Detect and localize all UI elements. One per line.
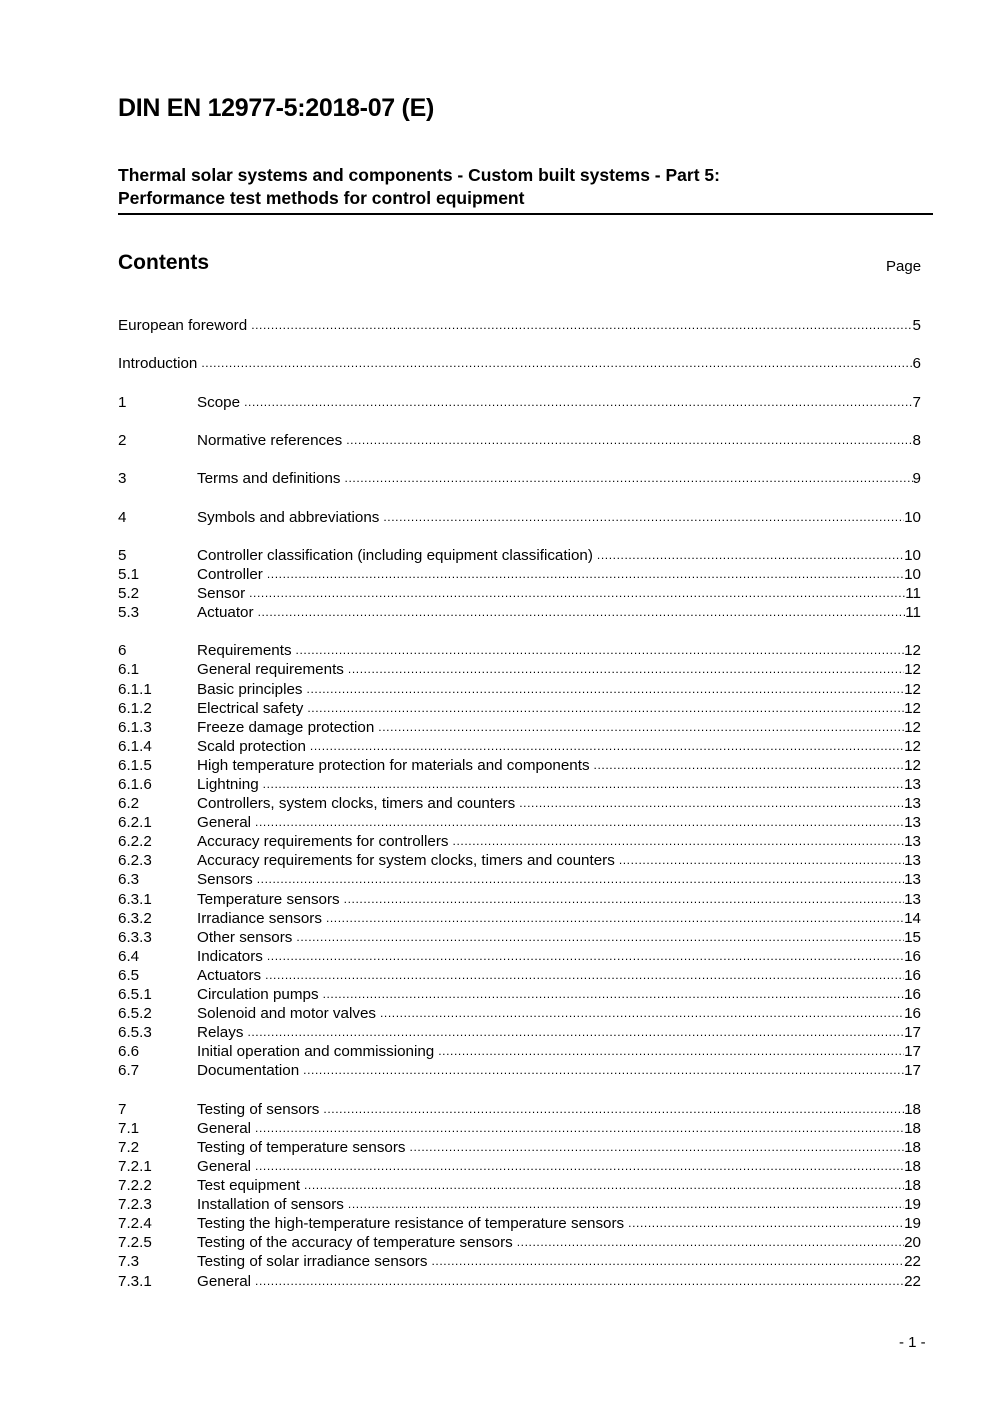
toc-entry-page: 16 xyxy=(904,966,921,984)
toc-entry-number: 6.5.1 xyxy=(118,986,152,1004)
dot-leader xyxy=(307,680,905,699)
toc-entry-title: Scope xyxy=(197,393,241,411)
dot-leader xyxy=(255,1272,904,1291)
toc-entry-page: 11 xyxy=(905,604,921,622)
toc-entry[interactable] xyxy=(118,928,921,947)
toc-entry-page: 14 xyxy=(904,909,921,927)
dot-leader xyxy=(410,1138,905,1157)
toc-entry-page: 17 xyxy=(904,1062,921,1080)
toc-entry-number: 3 xyxy=(118,470,127,488)
toc-entry-number: 6.3 xyxy=(118,871,140,889)
toc-entry[interactable] xyxy=(118,469,921,488)
toc-entry-page: 16 xyxy=(904,1005,921,1023)
toc-entry[interactable] xyxy=(118,1176,921,1195)
toc-entry-title: Accuracy requirements for system clocks, timers and counters xyxy=(197,852,615,870)
document-title: DIN EN 12977-5:2018-07 (E) xyxy=(118,94,434,122)
dot-leader xyxy=(296,641,905,660)
toc-entry-number: 6.1.3 xyxy=(118,718,152,736)
toc-entry-title: Sensor xyxy=(197,584,246,602)
toc-entry-title: Electrical safety xyxy=(197,699,304,717)
table-of-contents xyxy=(118,316,921,1291)
toc-entry-page: 7 xyxy=(912,393,921,411)
dot-leader xyxy=(251,316,912,335)
toc-entry-title: General xyxy=(197,1119,252,1137)
toc-entry-page: 18 xyxy=(904,1177,921,1195)
toc-entry-title: Testing of temperature sensors xyxy=(197,1138,406,1156)
toc-entry-title: Requirements xyxy=(197,642,292,660)
toc-entry-title: Actuators xyxy=(197,966,262,984)
toc-entry-number: 6.1.1 xyxy=(118,680,152,698)
toc-entry-number: 6.2.2 xyxy=(118,833,152,851)
toc-entry-title: Basic principles xyxy=(197,680,303,698)
toc-entry[interactable] xyxy=(118,699,921,718)
toc-entry[interactable] xyxy=(118,316,921,335)
toc-entry-title: Testing of the accuracy of temperature sensors xyxy=(197,1234,513,1252)
toc-entry[interactable] xyxy=(118,393,921,412)
toc-entry[interactable] xyxy=(118,794,921,813)
toc-entry[interactable] xyxy=(118,775,921,794)
toc-entry-number: 6 xyxy=(118,642,127,660)
dot-leader xyxy=(257,870,904,889)
toc-entry-number: 7.2.1 xyxy=(118,1157,152,1175)
dot-leader xyxy=(594,756,905,775)
subtitle-line-2: Performance test methods for control equipment xyxy=(118,188,525,208)
toc-entry[interactable] xyxy=(118,851,921,870)
toc-entry-page: 15 xyxy=(904,928,921,946)
toc-entry[interactable] xyxy=(118,1195,921,1214)
toc-entry[interactable] xyxy=(118,565,921,584)
toc-entry-title: High temperature protection for materials and components xyxy=(197,756,590,774)
dot-leader xyxy=(323,985,905,1004)
toc-entry[interactable] xyxy=(118,1023,921,1042)
toc-entry[interactable] xyxy=(118,813,921,832)
toc-entry-title: Actuator xyxy=(197,604,254,622)
toc-entry-page: 22 xyxy=(904,1253,921,1271)
toc-entry-title: Symbols and abbreviations xyxy=(197,508,380,526)
document-subtitle xyxy=(118,164,933,215)
toc-entry[interactable] xyxy=(118,718,921,737)
toc-entry[interactable] xyxy=(118,870,921,889)
page-number: - 1 - xyxy=(899,1334,926,1351)
toc-entry[interactable] xyxy=(118,1004,921,1023)
toc-entry-number: 6.5 xyxy=(118,966,140,984)
toc-entry[interactable] xyxy=(118,1061,921,1080)
toc-entry-title: Controller xyxy=(197,565,263,583)
toc-entry-page: 5 xyxy=(912,317,921,335)
dot-leader xyxy=(267,947,904,966)
toc-entry[interactable] xyxy=(118,603,921,622)
toc-entry-number: 6.5.3 xyxy=(118,1024,152,1042)
toc-entry-page: 11 xyxy=(905,584,921,602)
dot-leader xyxy=(346,431,912,450)
dot-leader xyxy=(255,1119,904,1138)
toc-entry-number: 1 xyxy=(118,393,127,411)
dot-leader xyxy=(263,775,904,794)
toc-entry[interactable] xyxy=(118,1119,921,1138)
toc-entry-number: 7.2.4 xyxy=(118,1215,152,1233)
toc-entry-page: 13 xyxy=(904,852,921,870)
toc-entry-title: Initial operation and commissioning xyxy=(197,1043,435,1061)
toc-entry-page: 18 xyxy=(904,1119,921,1137)
toc-entry-title: Accuracy requirements for controllers xyxy=(197,833,449,851)
toc-entry-number: 7 xyxy=(118,1100,127,1118)
toc-entry-title: Circulation pumps xyxy=(197,986,319,1004)
toc-entry-title: Solenoid and motor valves xyxy=(197,1005,376,1023)
toc-entry-page: 12 xyxy=(904,661,921,679)
toc-entry-page: 10 xyxy=(904,508,921,526)
toc-entry-number: 6.3.3 xyxy=(118,928,152,946)
toc-entry-number: 7.2 xyxy=(118,1138,140,1156)
toc-entry[interactable] xyxy=(118,947,921,966)
dot-leader xyxy=(597,546,904,565)
dot-leader xyxy=(431,1252,904,1271)
dot-leader xyxy=(517,1233,904,1252)
toc-entry-number: 6.5.2 xyxy=(118,1005,152,1023)
toc-entry-title: Testing of sensors xyxy=(197,1100,320,1118)
toc-entry-page: 22 xyxy=(904,1272,921,1290)
toc-entry-page: 13 xyxy=(904,871,921,889)
toc-entry[interactable] xyxy=(118,641,921,660)
toc-entry[interactable] xyxy=(118,507,921,526)
toc-entry-page: 19 xyxy=(904,1196,921,1214)
toc-entry-number: 7.3.1 xyxy=(118,1272,152,1290)
toc-entry-number: 6.4 xyxy=(118,947,140,965)
toc-entry[interactable] xyxy=(118,832,921,851)
toc-entry[interactable] xyxy=(118,679,921,698)
contents-heading: Contents xyxy=(118,251,209,274)
dot-leader xyxy=(344,890,904,909)
toc-entry-page: 18 xyxy=(904,1100,921,1118)
toc-entry[interactable] xyxy=(118,1100,921,1119)
toc-entry-title: Sensors xyxy=(197,871,253,889)
toc-entry-page: 12 xyxy=(904,642,921,660)
toc-entry-page: 13 xyxy=(904,776,921,793)
dot-leader xyxy=(326,909,904,928)
toc-entry-title: Testing the high-temperature resistance of temperature sensors xyxy=(197,1215,625,1233)
toc-entry-title: General xyxy=(197,1157,252,1175)
toc-entry-title: Controllers, system clocks, timers and counters xyxy=(197,795,516,813)
toc-entry-title: Documentation xyxy=(197,1062,300,1080)
toc-entry-number: 6.1.6 xyxy=(118,776,152,793)
toc-entry[interactable] xyxy=(118,909,921,928)
toc-entry-page: 13 xyxy=(904,795,921,813)
toc-entry[interactable] xyxy=(118,1214,921,1233)
toc-entry-number: 6.1.4 xyxy=(118,737,152,755)
toc-entry-number: 7.2.5 xyxy=(118,1234,152,1252)
toc-entry-page: 16 xyxy=(904,947,921,965)
dot-leader xyxy=(255,1157,904,1176)
toc-entry-number: 7.2.3 xyxy=(118,1196,152,1214)
dot-leader xyxy=(249,584,905,603)
toc-entry-title: Irradiance sensors xyxy=(197,909,322,927)
toc-entry-page: 13 xyxy=(904,890,921,908)
toc-entry[interactable] xyxy=(118,1233,921,1252)
toc-entry-number: 5 xyxy=(118,546,127,564)
toc-entry-title: Normative references xyxy=(197,431,343,449)
toc-entry-number: 7.2.2 xyxy=(118,1177,152,1195)
toc-entry-number: 6.6 xyxy=(118,1043,140,1061)
dot-leader xyxy=(383,508,904,527)
toc-entry-page: 8 xyxy=(912,431,921,449)
toc-entry-page: 17 xyxy=(904,1024,921,1042)
toc-entry-page: 6 xyxy=(912,355,921,373)
toc-entry-number: 5.1 xyxy=(118,565,140,583)
dot-leader xyxy=(304,1176,904,1195)
dot-leader xyxy=(380,1004,904,1023)
toc-entry[interactable] xyxy=(118,966,921,985)
toc-entry[interactable] xyxy=(118,546,921,565)
dot-leader xyxy=(303,1061,904,1080)
toc-entry-title: Lightning xyxy=(197,776,259,793)
toc-entry-title: Scald protection xyxy=(197,737,306,755)
toc-entry-page: 12 xyxy=(904,699,921,717)
toc-entry-page: 10 xyxy=(904,565,921,583)
dot-leader xyxy=(453,832,905,851)
dot-leader xyxy=(378,718,904,737)
toc-entry[interactable] xyxy=(118,584,921,603)
dot-leader xyxy=(519,794,904,813)
toc-entry-title: European foreword xyxy=(118,317,248,335)
toc-entry-page: 18 xyxy=(904,1138,921,1156)
toc-entry[interactable] xyxy=(118,1252,921,1271)
toc-entry-title: Testing of solar irradiance sensors xyxy=(197,1253,428,1271)
page-column-label: Page xyxy=(886,258,922,275)
toc-entry-title: General xyxy=(197,1272,252,1290)
toc-entry-number: 6.7 xyxy=(118,1062,140,1080)
toc-entry[interactable] xyxy=(118,985,921,1004)
toc-entry-title: General requirements xyxy=(197,661,344,679)
dot-leader xyxy=(296,928,904,947)
toc-entry-page: 19 xyxy=(904,1215,921,1233)
dot-leader xyxy=(247,1023,904,1042)
subtitle-line-1: Thermal solar systems and components - Custom built systems - Part 5: xyxy=(118,165,720,185)
toc-entry[interactable] xyxy=(118,1271,921,1290)
dot-leader xyxy=(348,1195,904,1214)
toc-entry-number: 6.1.5 xyxy=(118,756,152,774)
toc-entry-number: 6.2.3 xyxy=(118,852,152,870)
dot-leader xyxy=(267,565,904,584)
dot-leader xyxy=(255,813,904,832)
toc-entry-page: 9 xyxy=(912,470,921,488)
toc-entry-page: 13 xyxy=(904,833,921,851)
toc-entry-number: 6.2 xyxy=(118,795,140,813)
toc-entry-title: Other sensors xyxy=(197,928,293,946)
toc-entry-page: 18 xyxy=(904,1157,921,1175)
toc-entry-page: 20 xyxy=(904,1234,921,1252)
toc-entry-number: 6.3.2 xyxy=(118,909,152,927)
dot-leader xyxy=(307,699,904,718)
dot-leader xyxy=(628,1214,904,1233)
toc-entry[interactable] xyxy=(118,889,921,908)
toc-entry-number: 2 xyxy=(118,431,127,449)
toc-entry[interactable] xyxy=(118,1138,921,1157)
toc-entry-title: Test equipment xyxy=(197,1177,300,1195)
toc-entry-page: 10 xyxy=(904,546,921,564)
toc-entry-number: 7.1 xyxy=(118,1119,140,1137)
toc-entry[interactable] xyxy=(118,354,921,373)
toc-entry-page: 12 xyxy=(904,680,921,698)
toc-entry-page: 12 xyxy=(904,756,921,774)
toc-entry-number: 6.2.1 xyxy=(118,814,152,832)
dot-leader xyxy=(345,469,913,488)
dot-leader xyxy=(258,603,906,622)
dot-leader xyxy=(310,737,904,756)
toc-entry[interactable] xyxy=(118,660,921,679)
dot-leader xyxy=(438,1042,904,1061)
toc-entry[interactable] xyxy=(118,737,921,756)
toc-entry-title: Indicators xyxy=(197,947,263,965)
toc-entry-title: Relays xyxy=(197,1024,244,1042)
toc-entry[interactable] xyxy=(118,431,921,450)
dot-leader xyxy=(323,1100,904,1119)
toc-entry-page: 12 xyxy=(904,737,921,755)
toc-entry-number: 5.2 xyxy=(118,584,140,602)
toc-entry-number: 7.3 xyxy=(118,1253,140,1271)
toc-entry-title: Introduction xyxy=(118,355,198,373)
toc-entry-title: General xyxy=(197,814,252,832)
toc-entry-title: Temperature sensors xyxy=(197,890,340,908)
dot-leader xyxy=(619,851,904,870)
toc-entry-page: 13 xyxy=(904,814,921,832)
dot-leader xyxy=(265,966,904,985)
toc-entry-title: Terms and definitions xyxy=(197,470,341,488)
toc-entry-page: 16 xyxy=(904,986,921,1004)
toc-entry-number: 4 xyxy=(118,508,127,526)
toc-entry-number: 5.3 xyxy=(118,604,140,622)
toc-entry-page: 12 xyxy=(904,718,921,736)
dot-leader xyxy=(348,660,904,679)
toc-entry[interactable] xyxy=(118,1157,921,1176)
dot-leader xyxy=(201,354,912,373)
dot-leader xyxy=(244,393,912,412)
toc-entry[interactable] xyxy=(118,756,921,775)
toc-entry-number: 6.3.1 xyxy=(118,890,152,908)
toc-entry-title: Controller classification (including equipment classification) xyxy=(197,546,593,564)
toc-entry-number: 6.1 xyxy=(118,661,140,679)
toc-entry-number: 6.1.2 xyxy=(118,699,152,717)
toc-entry-title: Installation of sensors xyxy=(197,1196,344,1214)
toc-entry[interactable] xyxy=(118,1042,921,1061)
toc-entry-page: 17 xyxy=(904,1043,921,1061)
toc-entry-title: Freeze damage protection xyxy=(197,718,375,736)
